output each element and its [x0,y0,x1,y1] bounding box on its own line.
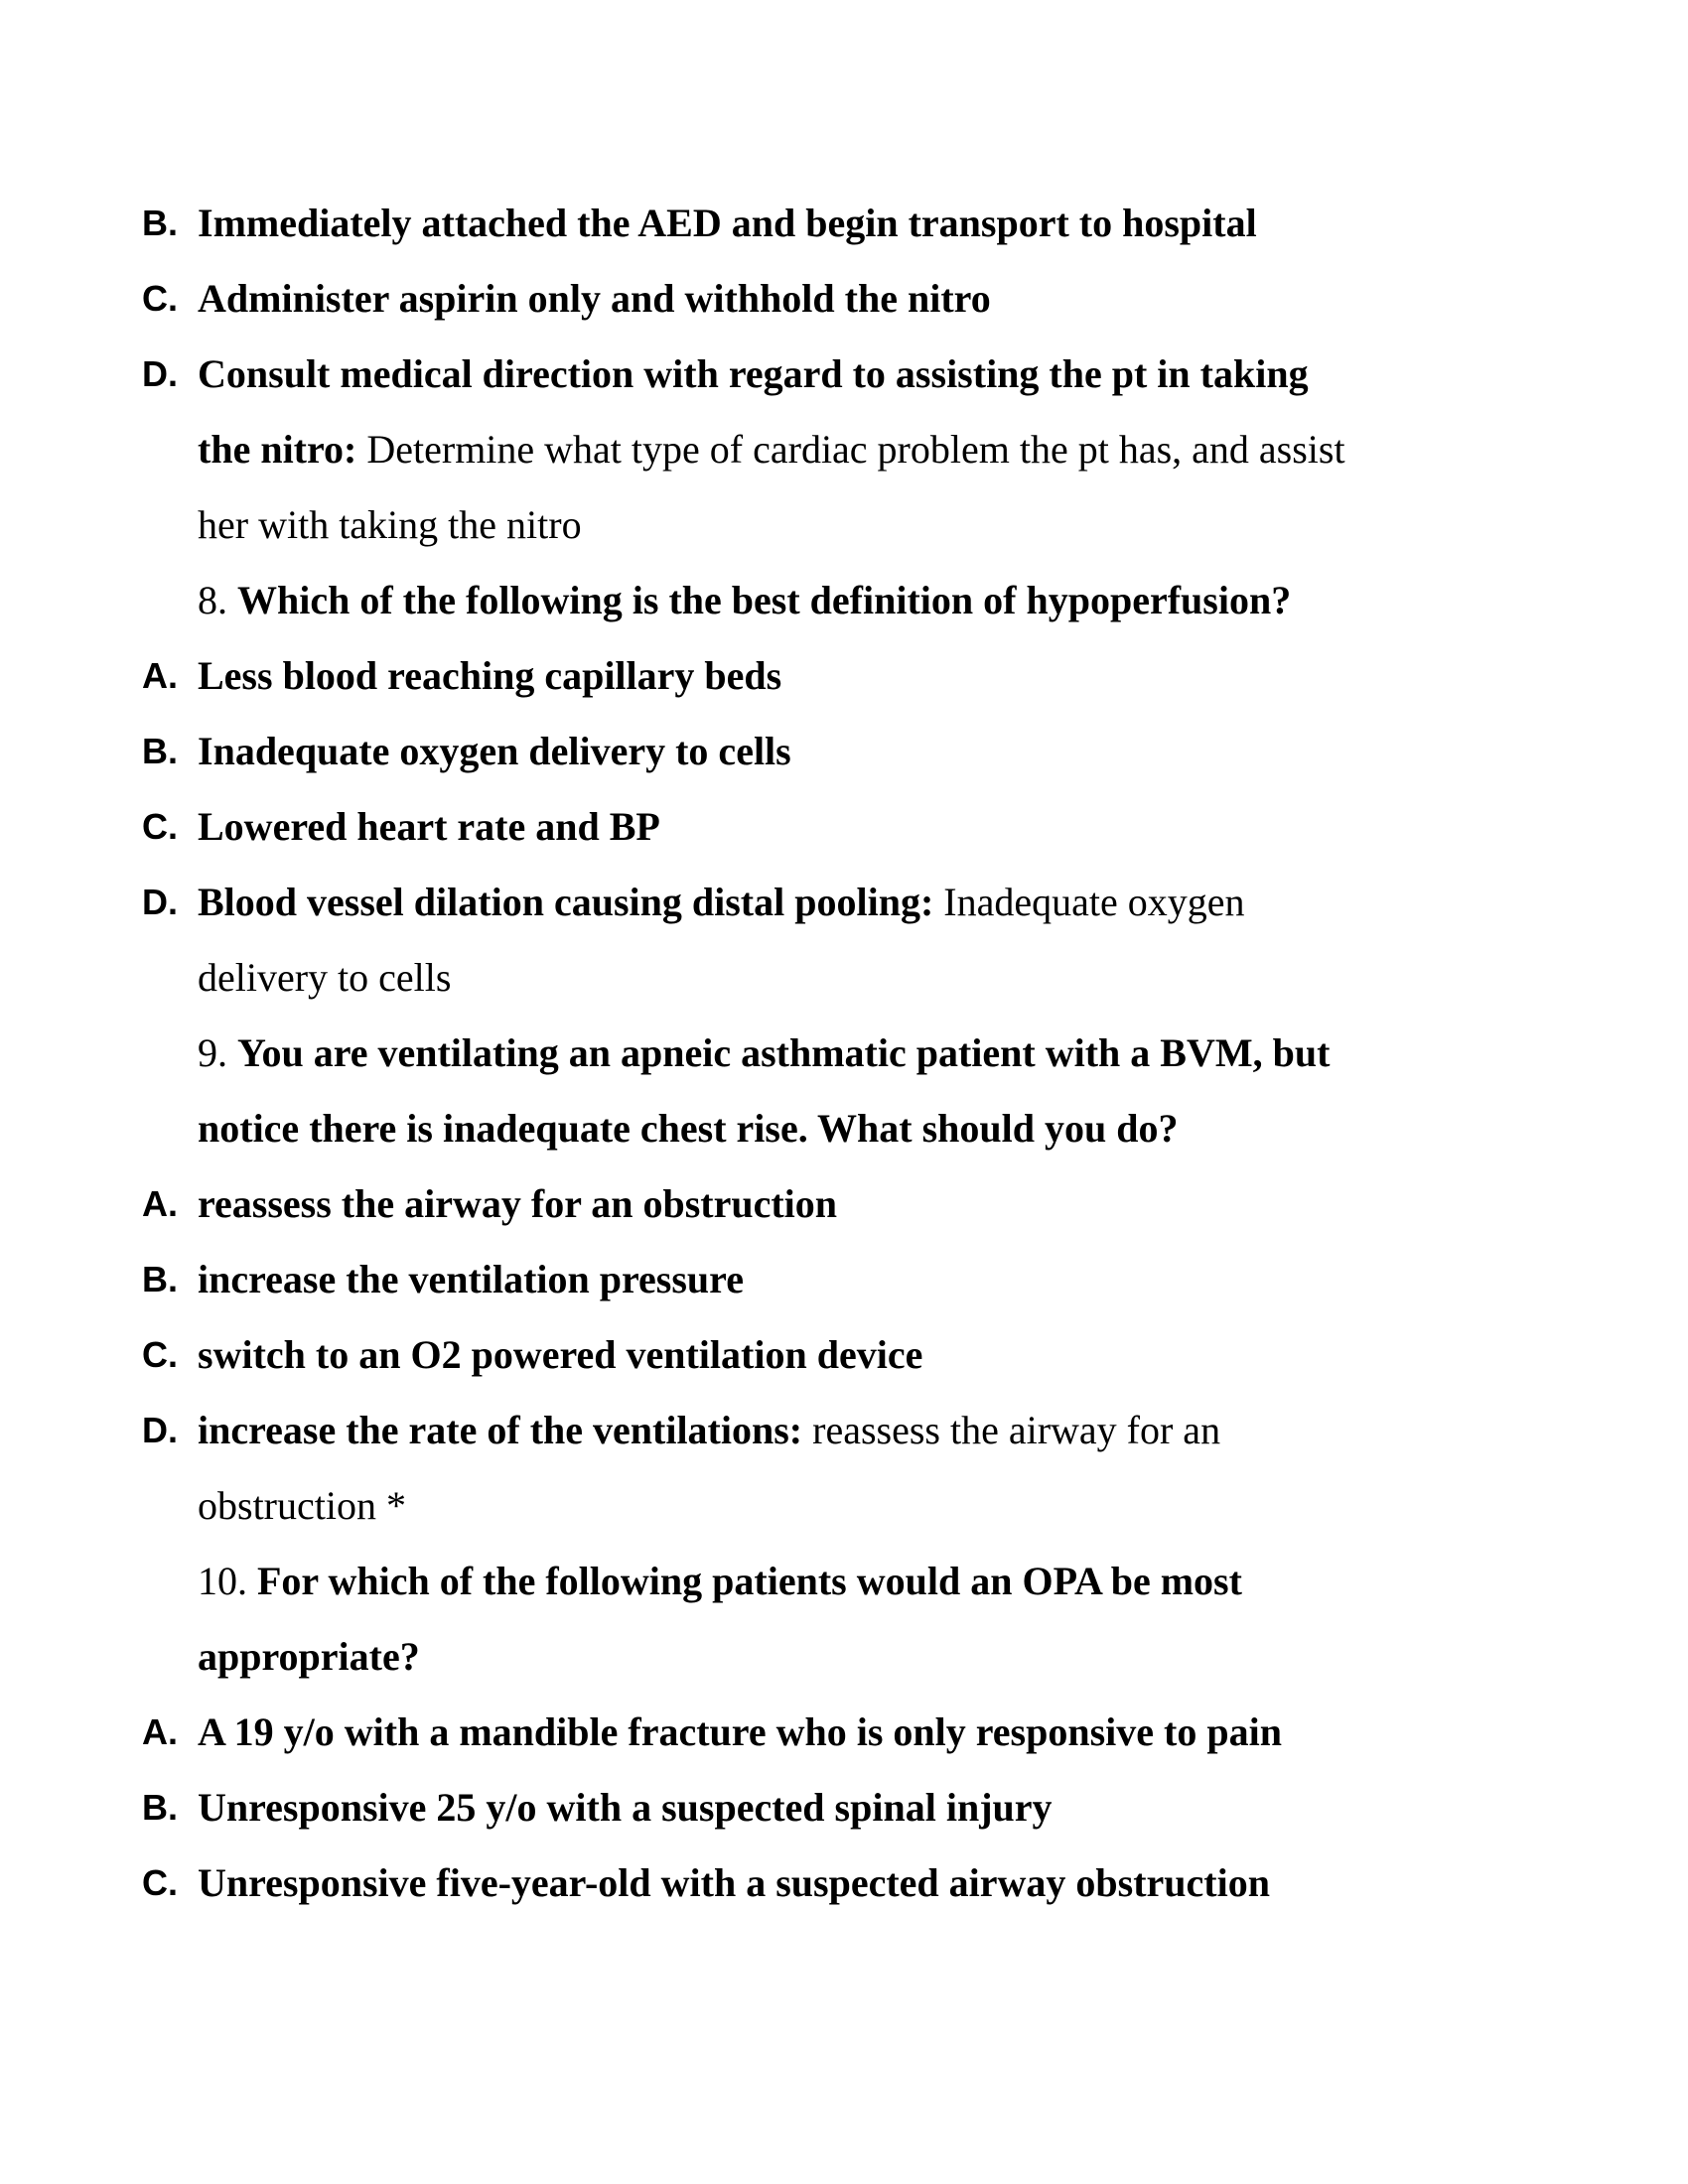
answer-option-line [0,714,1688,789]
answer-text: Inadequate oxygen [933,880,1245,924]
option-letter: C. [142,278,178,319]
option-letter: B. [142,731,178,771]
bold-text: Which of the following is the best definition of hypoperfusion? [237,578,1292,622]
answer-option-line [0,1166,1688,1242]
bold-text: appropriate? [198,1634,420,1679]
bold-text: Less blood reaching capillary beds [198,653,782,698]
bold-text: notice there is inadequate chest rise. What should you do? [198,1106,1179,1151]
answer-option-line [0,186,1688,261]
text-line [0,940,1688,1016]
text-line [0,1468,1688,1544]
option-letter: D. [142,882,178,922]
bold-text: Unresponsive 25 y/o with a suspected spinal injury [198,1785,1053,1830]
option-letter: B. [142,1259,178,1299]
bold-text: A 19 y/o with a mandible fracture who is only responsive to pain [198,1709,1282,1754]
answer-text: reassess the airway for an [802,1408,1221,1452]
question-number: 9. [198,1030,237,1075]
text-line [0,1619,1688,1695]
bold-text: Unresponsive five-year-old with a suspected airway obstruction [198,1860,1270,1905]
bold-text: increase the rate of the ventilations: [198,1408,803,1452]
answer-text: delivery to cells [198,955,452,1000]
text-line [0,487,1688,563]
answer-option-line [0,865,1688,940]
bold-text: For which of the following patients would an OPA be most [257,1559,1242,1603]
option-letter: A. [142,1183,178,1224]
question-number: 10. [198,1559,257,1603]
question-line [0,1544,1688,1619]
answer-text: obstruction * [198,1483,406,1528]
option-letter: B. [142,1787,178,1828]
option-letter: C. [142,1862,178,1903]
answer-option-line [0,1695,1688,1770]
option-letter: D. [142,353,178,394]
answer-option-line [0,337,1688,412]
answer-option-line [0,1317,1688,1393]
option-letter: A. [142,655,178,696]
bold-text: You are ventilating an apneic asthmatic patient with a BVM, but [237,1030,1331,1075]
bold-text: Inadequate oxygen delivery to cells [198,729,791,773]
answer-option-line [0,638,1688,714]
bold-text: reassess the airway for an obstruction [198,1181,838,1226]
bold-text: Administer aspirin only and withhold the nitro [198,276,991,321]
answer-option-line [0,789,1688,865]
option-letter: C. [142,1334,178,1375]
question-line [0,563,1688,638]
option-letter: C. [142,806,178,847]
text-line [0,1091,1688,1166]
text-line [0,412,1688,487]
answer-option-line [0,1845,1688,1921]
bold-text: switch to an O2 powered ventilation device [198,1332,923,1377]
bold-text: the nitro: [198,427,357,472]
bold-text: increase the ventilation pressure [198,1257,744,1301]
answer-option-line [0,1393,1688,1468]
question-number: 8. [198,578,237,622]
option-letter: A. [142,1711,178,1752]
answer-text: Determine what type of cardiac problem the pt has, and assist [356,427,1345,472]
answer-text: her with taking the nitro [198,502,582,547]
bold-text: Lowered heart rate and BP [198,804,660,849]
answer-option-line [0,1770,1688,1845]
answer-option-line [0,1242,1688,1317]
bold-text: Immediately attached the AED and begin transport to hospital [198,201,1257,245]
bold-text: Blood vessel dilation causing distal pooling: [198,880,934,924]
option-letter: D. [142,1410,178,1450]
answer-option-line [0,261,1688,337]
document-page [0,186,1688,1921]
bold-text: Consult medical direction with regard to assisting the pt in taking [198,351,1309,396]
option-letter: B. [142,203,178,243]
question-line [0,1016,1688,1091]
